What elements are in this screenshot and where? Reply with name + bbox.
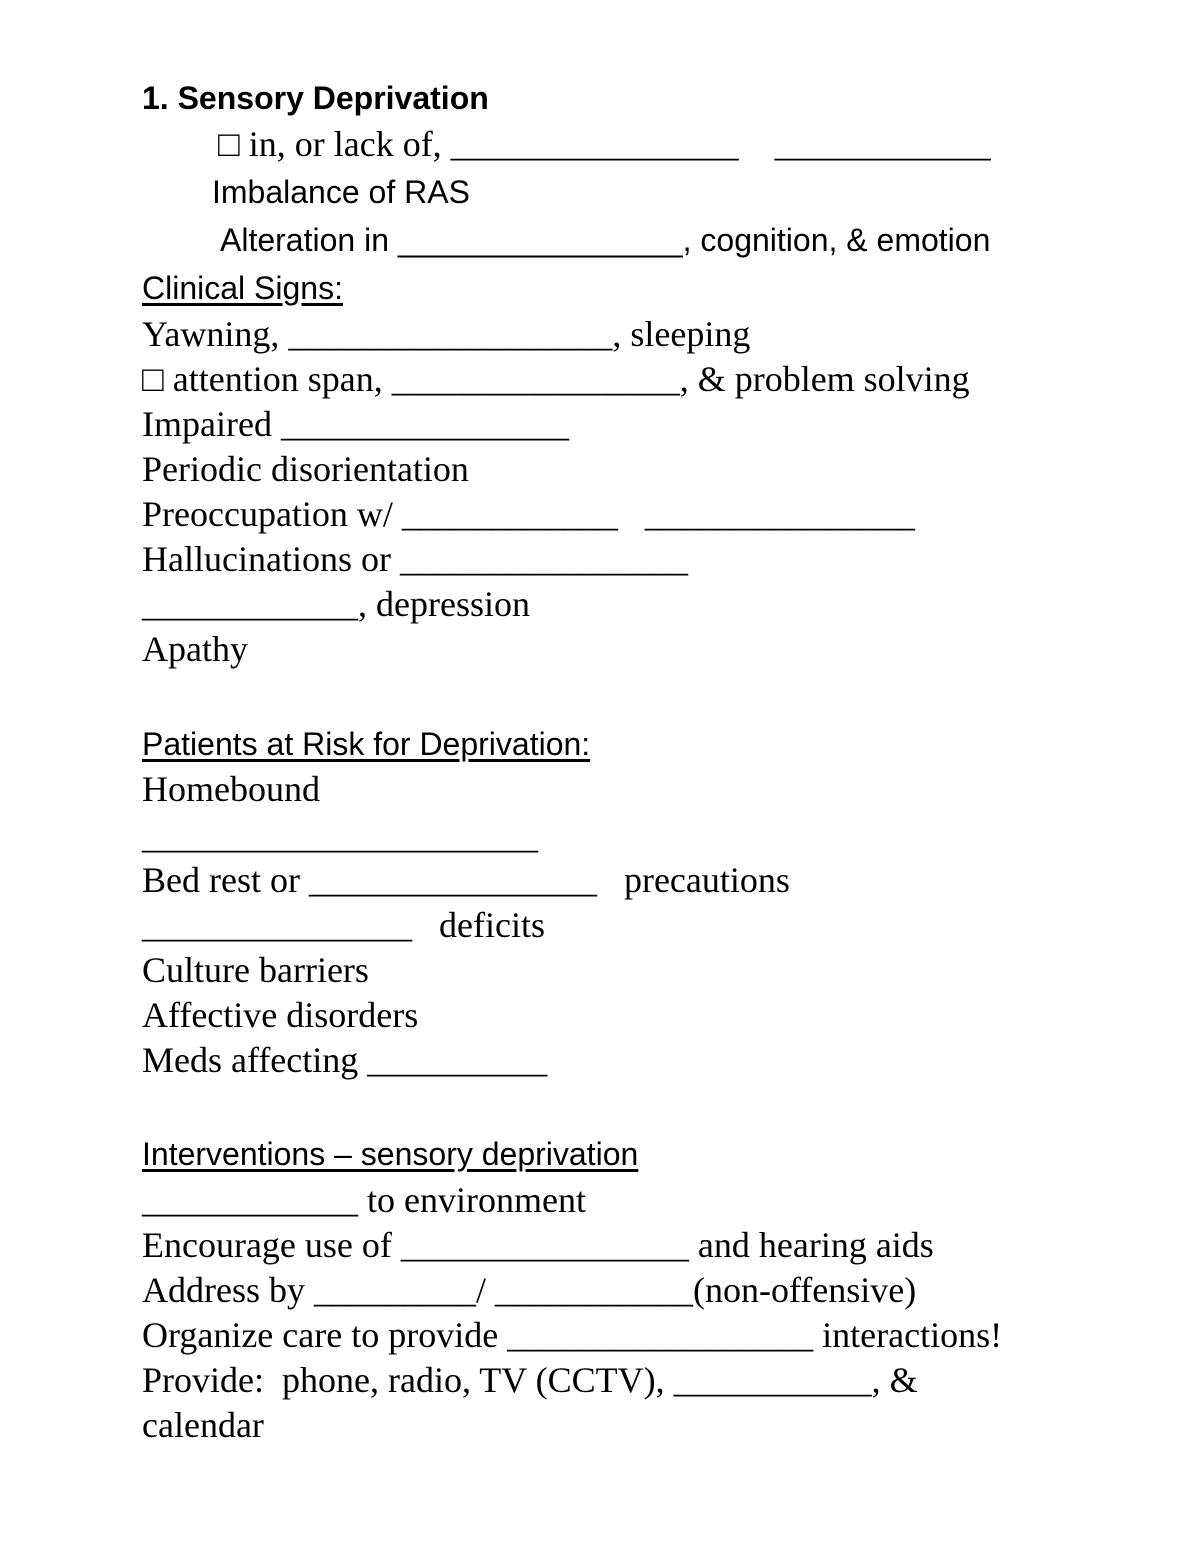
clinical-sign-item: Apathy xyxy=(142,629,248,669)
definition-line-1: □ in, or lack of, ________________ ____________ xyxy=(218,124,991,164)
patients-at-risk-heading: Patients at Risk for Deprivation: xyxy=(142,726,591,762)
risk-item: ______________________ xyxy=(142,816,538,856)
risk-item: Affective disorders xyxy=(142,995,419,1035)
intervention-item: Encourage use of ________________ and hearing aids xyxy=(142,1225,934,1265)
interventions-heading: Interventions – sensory deprivation xyxy=(142,1136,639,1172)
risk-item: Bed rest or ________________ precautions xyxy=(142,860,790,900)
section-title: 1. Sensory Deprivation xyxy=(142,80,489,116)
clinical-sign-item: ____________, depression xyxy=(142,584,530,624)
clinical-sign-item: Impaired ________________ xyxy=(142,404,569,444)
risk-item: Homebound xyxy=(142,769,320,809)
clinical-sign-item: Preoccupation w/ ____________ _______________ xyxy=(142,494,915,534)
clinical-sign-item: Yawning, __________________, sleeping xyxy=(142,314,751,354)
intervention-item: Organize care to provide _________________ interactions! xyxy=(142,1315,1003,1355)
clinical-sign-item: Hallucinations or ________________ xyxy=(142,539,688,579)
intervention-item: Provide: phone, radio, TV (CCTV), ___________, & xyxy=(142,1360,918,1400)
definition-line-2: Imbalance of RAS xyxy=(212,174,470,210)
definition-line-3: Alteration in ________________, cognition, & emotion xyxy=(220,222,991,258)
intervention-item: calendar xyxy=(142,1405,264,1445)
clinical-signs-heading: Clinical Signs: xyxy=(142,270,343,306)
risk-item: Culture barriers xyxy=(142,950,369,990)
clinical-sign-item: Periodic disorientation xyxy=(142,449,469,489)
intervention-item: ____________ to environment xyxy=(142,1180,586,1220)
intervention-item: Address by _________/ ___________(non-offensive) xyxy=(142,1270,917,1310)
risk-item: _______________ deficits xyxy=(142,905,545,945)
risk-item: Meds affecting __________ xyxy=(142,1040,548,1080)
clinical-sign-item: □ attention span, ________________, & problem solving xyxy=(142,359,970,399)
